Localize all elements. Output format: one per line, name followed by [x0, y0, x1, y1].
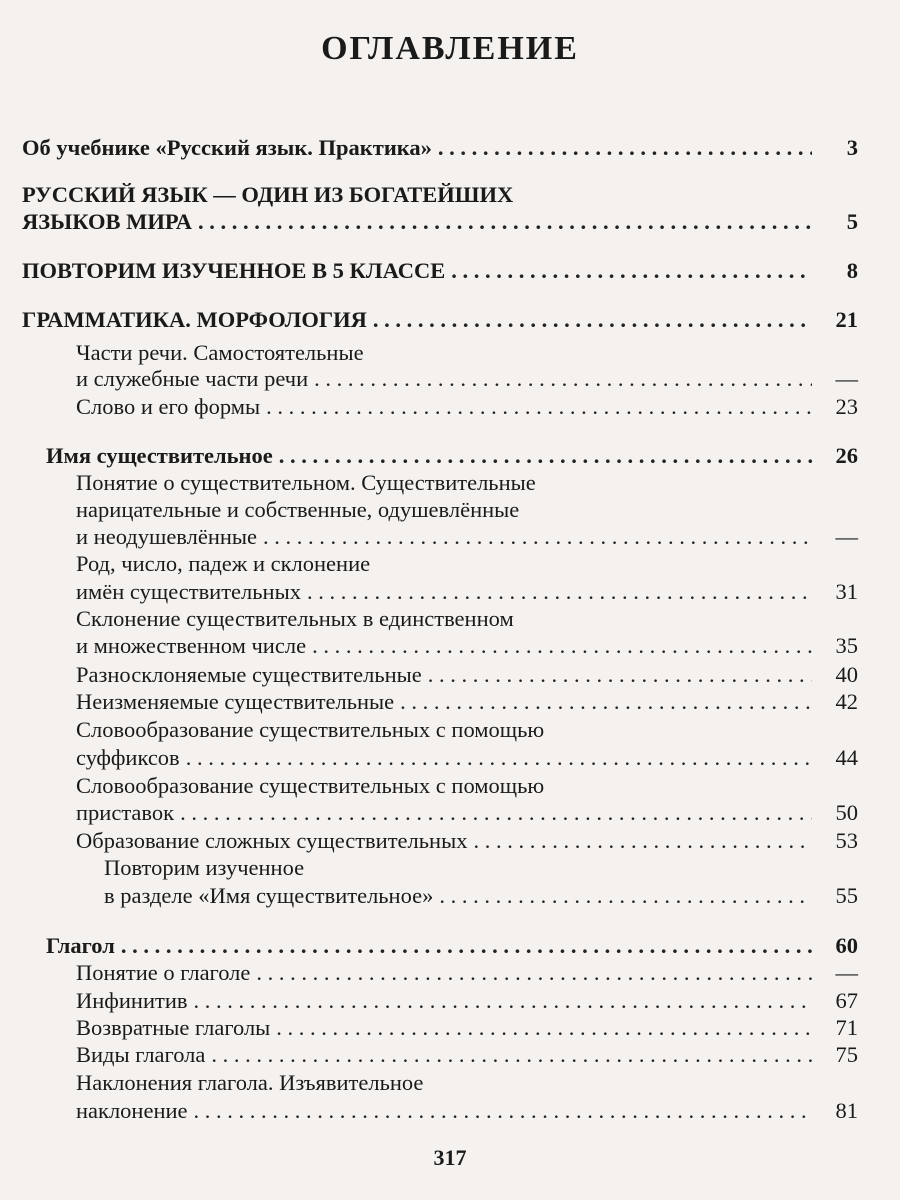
- toc-entry-suffixes[interactable]: суффиксов . . . 44: [76, 743, 858, 772]
- toc-entry-parts[interactable]: и служебные части речи . . . —: [76, 364, 858, 393]
- toc-page-number: 5: [846, 209, 858, 234]
- toc-entry-noun-review-line1[interactable]: Повторим изученное: [104, 855, 305, 880]
- toc-page-number: 67: [835, 988, 858, 1013]
- toc-entry-compound[interactable]: Образование сложных существительных . . . 53: [76, 826, 858, 855]
- toc-page-number: 81: [835, 1098, 858, 1123]
- toc-entry-noun-concept-line2[interactable]: нарицательные и собственные, одушевлённые: [76, 497, 520, 522]
- toc-entry-grammar[interactable]: ГРАММАТИКА. МОРФОЛОГИЯ . . . 21: [22, 305, 858, 334]
- toc-entry-suffixes-line1[interactable]: Словообразование существительных с помощью: [76, 717, 545, 742]
- toc-page-number: 21: [835, 307, 858, 332]
- toc-page-number: 23: [835, 394, 858, 419]
- toc-page-number: 55: [835, 883, 858, 908]
- toc-entry-indeclinable[interactable]: Неизменяемые существительные . . . 42: [76, 687, 858, 716]
- toc-page-number: —: [835, 366, 858, 391]
- toc-entry-noun-concept-line1[interactable]: Понятие о существительном. Существительные: [76, 470, 536, 495]
- toc-page-number: 42: [835, 689, 858, 714]
- toc-entry-verb-concept[interactable]: Понятие о глаголе . . . —: [76, 958, 858, 987]
- toc-entry-noun-concept[interactable]: и неодушевлённые . . . —: [76, 522, 858, 551]
- toc-page-number: 60: [835, 933, 858, 958]
- toc-entry-infinitive[interactable]: Инфинитив . . . 67: [76, 986, 858, 1015]
- toc-page-number: —: [835, 524, 858, 549]
- toc-page-number: 26: [835, 443, 858, 468]
- toc-entry-verb[interactable]: Глагол . . . 60: [46, 931, 858, 960]
- toc-page-number: 8: [846, 258, 858, 283]
- toc-page-number: 3: [846, 135, 858, 160]
- toc-page-number: —: [835, 960, 858, 985]
- toc-entry-prefixes[interactable]: приставок . . . 50: [76, 798, 858, 827]
- toc-entry-word-forms[interactable]: Слово и его формы . . . 23: [76, 392, 858, 421]
- toc-page-number: 40: [835, 662, 858, 687]
- toc-entry-noun[interactable]: Имя существительное . . . 26: [46, 441, 858, 470]
- toc-page-number: 71: [835, 1015, 858, 1040]
- toc-page-number: 44: [835, 745, 858, 770]
- toc-entry-heteroclitic[interactable]: Разносклоняемые существительные . . . 40: [76, 660, 858, 689]
- toc-entry-gender-line1[interactable]: Род, число, падеж и склонение: [76, 551, 371, 576]
- toc-page-number: 75: [835, 1042, 858, 1067]
- toc-entry-mood-line1[interactable]: Наклонения глагола. Изъявительное: [76, 1070, 424, 1095]
- toc-entry-reflexive[interactable]: Возвратные глаголы . . . 71: [76, 1013, 858, 1042]
- toc-entry-russian-line1[interactable]: РУССКИЙ ЯЗЫК — ОДИН ИЗ БОГАТЕЙШИХ: [22, 182, 514, 207]
- toc-entry-gender[interactable]: имён существительных . . . 31: [76, 577, 858, 606]
- toc-entry-declension-line1[interactable]: Склонение существительных в единственном: [76, 606, 514, 631]
- toc-entry-review-5[interactable]: ПОВТОРИМ ИЗУЧЕННОЕ В 5 КЛАССЕ . . . 8: [22, 256, 858, 285]
- toc-entry-russian[interactable]: ЯЗЫКОВ МИРА . . . 5: [22, 207, 858, 236]
- toc-entry-aspects[interactable]: Виды глагола . . . 75: [76, 1040, 858, 1069]
- toc-page-number: 50: [835, 800, 858, 825]
- toc-entry-parts-line1[interactable]: Части речи. Самостоятельные: [76, 340, 364, 365]
- toc-entry-noun-review[interactable]: в разделе «Имя существительное» . . . 55: [104, 881, 858, 910]
- toc-entry-prefixes-line1[interactable]: Словообразование существительных с помощью: [76, 773, 545, 798]
- toc-entry-mood[interactable]: наклонение . . . 81: [76, 1096, 858, 1125]
- page-number: 317: [433, 1145, 467, 1170]
- page-title: ОГЛАВЛЕНИЕ: [321, 30, 579, 67]
- toc-page-number: 53: [835, 828, 858, 853]
- toc-page-number: 35: [835, 633, 858, 658]
- toc-entry-about[interactable]: Об учебнике «Русский язык. Практика» . . . 3: [22, 133, 858, 162]
- toc-entry-declension[interactable]: и множественном числе . . . 35: [76, 631, 858, 660]
- toc-page-number: 31: [835, 579, 858, 604]
